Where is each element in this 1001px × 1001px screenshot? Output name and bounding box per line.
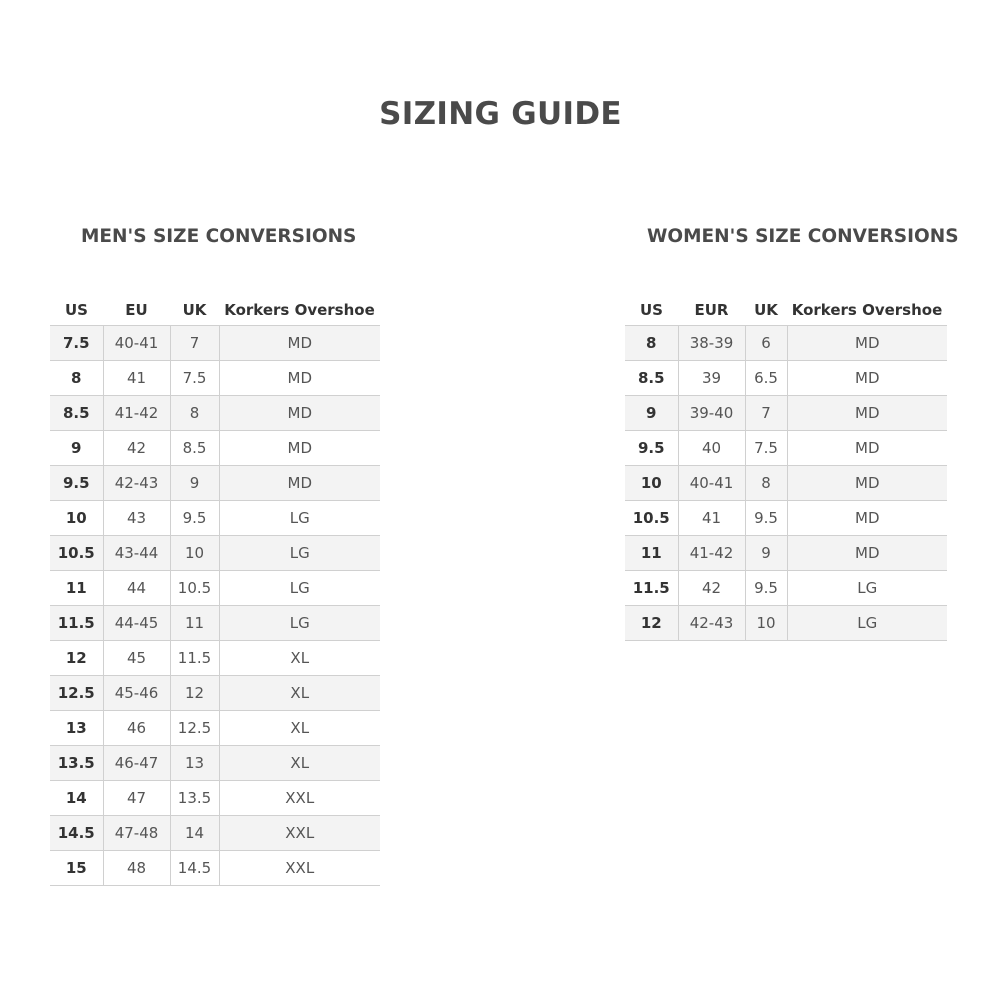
- table-cell: MD: [219, 361, 380, 396]
- table-cell: 8.5: [170, 431, 219, 466]
- table-cell: 44-45: [103, 606, 170, 641]
- table-row: [625, 571, 947, 606]
- table-cell: 40-41: [678, 466, 745, 501]
- table-cell: 42: [103, 431, 170, 466]
- page-title: SIZING GUIDE: [379, 96, 622, 132]
- us-size-cell: 13: [50, 711, 103, 746]
- table-cell: XXL: [219, 851, 380, 886]
- column-header: Korkers Overshoe: [219, 295, 380, 326]
- table-cell: XXL: [219, 781, 380, 816]
- table-cell: MD: [787, 431, 947, 466]
- us-size-cell: 10.5: [625, 501, 678, 536]
- us-size-cell: 11: [625, 536, 678, 571]
- table-cell: 10.5: [170, 571, 219, 606]
- us-size-cell: 14.5: [50, 816, 103, 851]
- table-cell: 11: [170, 606, 219, 641]
- us-size-cell: 9.5: [50, 466, 103, 501]
- column-header: UK: [170, 295, 219, 326]
- us-size-cell: 9: [50, 431, 103, 466]
- us-size-cell: 10: [625, 466, 678, 501]
- table-cell: LG: [219, 606, 380, 641]
- table-cell: 9.5: [170, 501, 219, 536]
- us-size-cell: 10.5: [50, 536, 103, 571]
- table-cell: 43-44: [103, 536, 170, 571]
- table-cell: 45-46: [103, 676, 170, 711]
- table-cell: XL: [219, 746, 380, 781]
- table-cell: XL: [219, 641, 380, 676]
- table-cell: 6.5: [745, 361, 787, 396]
- us-size-cell: 12: [625, 606, 678, 641]
- table-row: [50, 431, 380, 466]
- us-size-cell: 7.5: [50, 326, 103, 361]
- column-header: US: [50, 295, 103, 326]
- table-cell: 9: [745, 536, 787, 571]
- table-row: [50, 816, 380, 851]
- table-cell: XXL: [219, 816, 380, 851]
- table-cell: MD: [787, 536, 947, 571]
- table-cell: MD: [787, 466, 947, 501]
- table-cell: MD: [787, 396, 947, 431]
- table-row: [625, 536, 947, 571]
- table-cell: 7.5: [745, 431, 787, 466]
- table-header-row: [50, 295, 380, 326]
- table-row: [50, 711, 380, 746]
- table-row: [50, 536, 380, 571]
- table-cell: 38-39: [678, 326, 745, 361]
- table-cell: 10: [745, 606, 787, 641]
- us-size-cell: 11.5: [50, 606, 103, 641]
- us-size-cell: 9.5: [625, 431, 678, 466]
- table-cell: 47-48: [103, 816, 170, 851]
- table-cell: 7: [170, 326, 219, 361]
- mens-section-title: MEN'S SIZE CONVERSIONS: [81, 226, 357, 247]
- table-cell: 14: [170, 816, 219, 851]
- mens-size-table: [50, 295, 380, 886]
- table-cell: 42-43: [678, 606, 745, 641]
- us-size-cell: 9: [625, 396, 678, 431]
- table-cell: MD: [219, 466, 380, 501]
- table-cell: 13.5: [170, 781, 219, 816]
- womens-section-title: WOMEN'S SIZE CONVERSIONS: [647, 226, 959, 247]
- table-row: [625, 606, 947, 641]
- us-size-cell: 13.5: [50, 746, 103, 781]
- table-cell: 44: [103, 571, 170, 606]
- table-cell: LG: [787, 606, 947, 641]
- table-cell: XL: [219, 676, 380, 711]
- table-row: [625, 396, 947, 431]
- table-row: [625, 361, 947, 396]
- table-cell: 14.5: [170, 851, 219, 886]
- table-row: [50, 781, 380, 816]
- table-cell: 12.5: [170, 711, 219, 746]
- table-row: [50, 676, 380, 711]
- table-row: [625, 326, 947, 361]
- us-size-cell: 14: [50, 781, 103, 816]
- table-cell: 39-40: [678, 396, 745, 431]
- us-size-cell: 12: [50, 641, 103, 676]
- table-row: [625, 501, 947, 536]
- table-row: [50, 501, 380, 536]
- table-cell: 41: [103, 361, 170, 396]
- table-cell: 47: [103, 781, 170, 816]
- table-cell: 46-47: [103, 746, 170, 781]
- table-cell: 40-41: [103, 326, 170, 361]
- table-cell: 7: [745, 396, 787, 431]
- us-size-cell: 12.5: [50, 676, 103, 711]
- table-cell: 41-42: [678, 536, 745, 571]
- us-size-cell: 8: [625, 326, 678, 361]
- table-cell: MD: [219, 431, 380, 466]
- table-cell: LG: [787, 571, 947, 606]
- table-row: [50, 606, 380, 641]
- table-cell: 9.5: [745, 571, 787, 606]
- table-cell: MD: [787, 361, 947, 396]
- us-size-cell: 8.5: [625, 361, 678, 396]
- table-cell: 6: [745, 326, 787, 361]
- table-cell: 43: [103, 501, 170, 536]
- table-cell: 42-43: [103, 466, 170, 501]
- us-size-cell: 11: [50, 571, 103, 606]
- table-cell: 45: [103, 641, 170, 676]
- table-cell: 8: [745, 466, 787, 501]
- table-cell: MD: [219, 326, 380, 361]
- table-cell: 41: [678, 501, 745, 536]
- table-cell: 12: [170, 676, 219, 711]
- us-size-cell: 10: [50, 501, 103, 536]
- table-cell: LG: [219, 571, 380, 606]
- table-row: [50, 746, 380, 781]
- table-cell: LG: [219, 501, 380, 536]
- table-cell: MD: [787, 326, 947, 361]
- us-size-cell: 15: [50, 851, 103, 886]
- table-header-row: [625, 295, 947, 326]
- column-header: UK: [745, 295, 787, 326]
- table-row: [625, 466, 947, 501]
- table-cell: 46: [103, 711, 170, 746]
- table-cell: 11.5: [170, 641, 219, 676]
- table-row: [50, 396, 380, 431]
- table-cell: 9.5: [745, 501, 787, 536]
- table-cell: 7.5: [170, 361, 219, 396]
- table-row: [50, 466, 380, 501]
- table-cell: 13: [170, 746, 219, 781]
- table-row: [50, 326, 380, 361]
- womens-size-table: [625, 295, 947, 641]
- table-cell: MD: [219, 396, 380, 431]
- table-cell: 40: [678, 431, 745, 466]
- column-header: US: [625, 295, 678, 326]
- us-size-cell: 8: [50, 361, 103, 396]
- table-cell: 10: [170, 536, 219, 571]
- table-cell: 8: [170, 396, 219, 431]
- table-cell: LG: [219, 536, 380, 571]
- table-row: [625, 431, 947, 466]
- table-cell: 9: [170, 466, 219, 501]
- us-size-cell: 11.5: [625, 571, 678, 606]
- table-cell: XL: [219, 711, 380, 746]
- table-row: [50, 361, 380, 396]
- table-cell: 48: [103, 851, 170, 886]
- table-cell: 41-42: [103, 396, 170, 431]
- us-size-cell: 8.5: [50, 396, 103, 431]
- table-cell: 42: [678, 571, 745, 606]
- table-cell: 39: [678, 361, 745, 396]
- column-header: Korkers Overshoe: [787, 295, 947, 326]
- table-row: [50, 851, 380, 886]
- table-row: [50, 641, 380, 676]
- column-header: EU: [103, 295, 170, 326]
- table-row: [50, 571, 380, 606]
- column-header: EUR: [678, 295, 745, 326]
- table-cell: MD: [787, 501, 947, 536]
